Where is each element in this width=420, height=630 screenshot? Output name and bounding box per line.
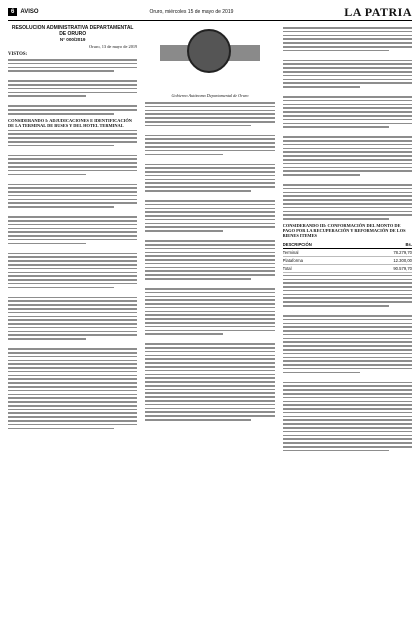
section-label: AVISO [20, 9, 39, 15]
right-text-block-1 [283, 27, 412, 220]
table-row [283, 265, 412, 273]
resolution-title-left: RESOLUCIÓN ADMINISTRATIVA DEPARTAMENTAL DE ORURO [11, 25, 134, 37]
newspaper-logo: LA PATRIA [344, 4, 412, 19]
page-number: 6 [8, 8, 17, 16]
table-cell: Terminal [282, 249, 299, 255]
column-left [8, 25, 137, 625]
table-cell: 90.579,70 [393, 265, 412, 271]
left-text-block-2 [8, 130, 137, 430]
center-text-block [145, 102, 274, 421]
government-seal [155, 27, 265, 91]
table-cell: 78.279,70 [393, 249, 412, 255]
date-line: Oruro, miércoles 15 de mayo de 2019 [149, 9, 234, 15]
table-row [283, 257, 412, 265]
table-header-cell: DESCRIPCIÓN [282, 241, 312, 247]
seal-caption: Gobierno Autónomo Departamental de Oruro [171, 93, 249, 98]
table-cell: Plataforma [282, 257, 303, 263]
resolution-number-left: N° 000/2019 [59, 37, 86, 42]
table-row [283, 249, 412, 257]
table-cell: Total [282, 265, 292, 271]
left-text-block-1 [8, 59, 137, 115]
columns [8, 25, 412, 625]
place-date-left: Oruro, 13 de mayo de 2019 [89, 44, 138, 49]
payment-table [283, 241, 412, 273]
right-text-block-2 [283, 275, 412, 452]
header-left [8, 8, 39, 16]
table-header-row [283, 241, 412, 249]
table-header-cell: Bs. [405, 241, 412, 247]
page-header [8, 4, 412, 21]
considerando-heading: CONSIDERANDO I: ADJUDICACIONES E IDENTIFICACIÓN DE LA TERMINAL DE BUSES Y DEL HOTEL TERMINAL [8, 117, 132, 128]
column-center [145, 25, 274, 625]
seal-emblem [187, 29, 231, 73]
table-cell: 12.300,00 [393, 257, 412, 263]
considerando-iii-heading: CONSIDERANDO III: CONFORMACIÓN DEL MONTO DE PAGO POR LA RECUPERACIÓN Y REFORMACIÓN DE LOS BIENES ITEMES [282, 222, 406, 238]
vistos-heading: VISTOS: [8, 52, 28, 57]
column-right [283, 25, 412, 625]
